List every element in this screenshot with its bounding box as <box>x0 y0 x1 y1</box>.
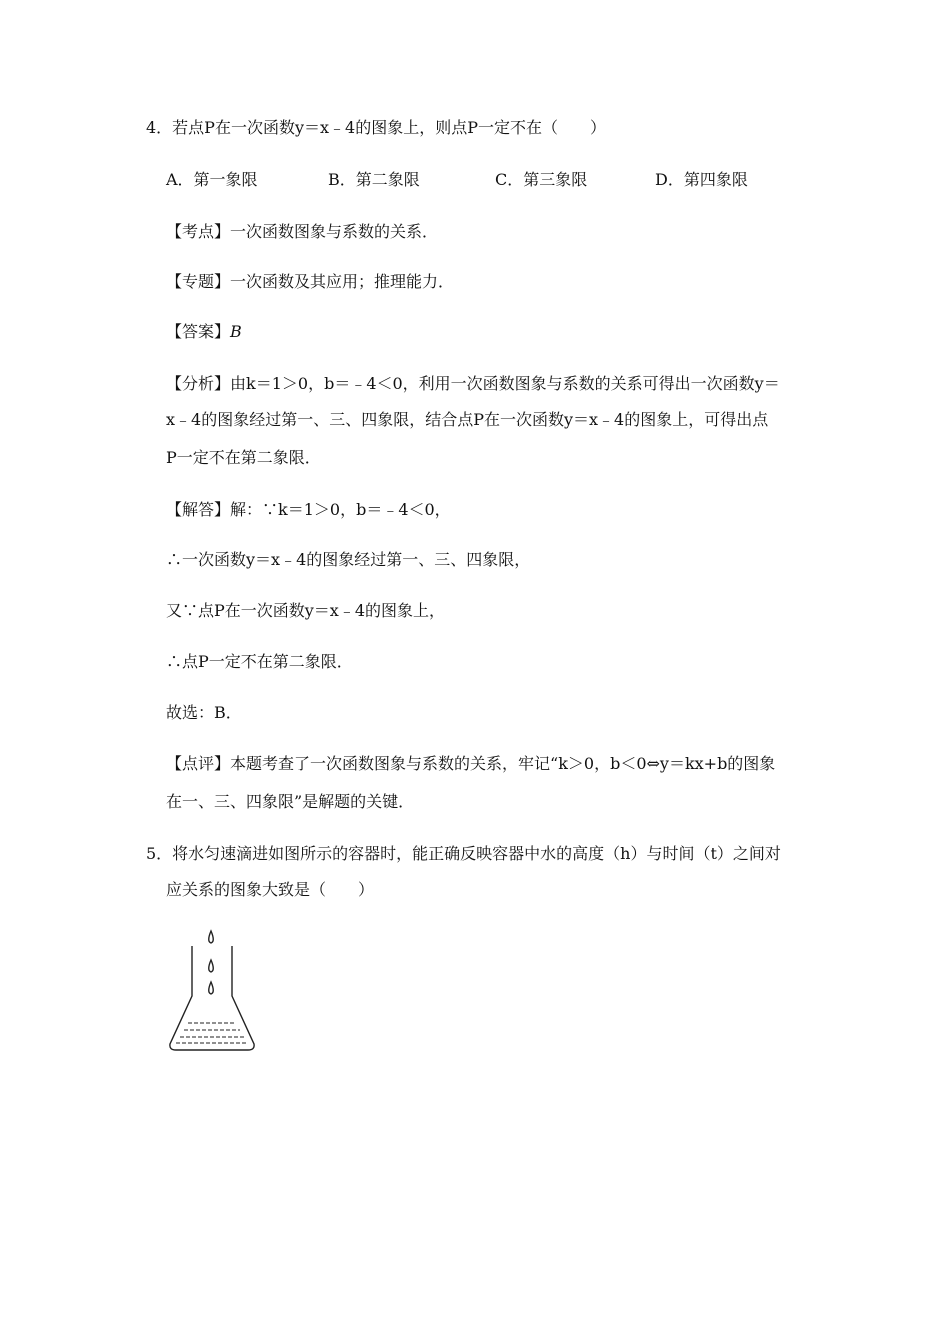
q4-zhuanti <box>166 272 816 292</box>
q4-analysis-line-3: P一定不在第二象限． <box>166 448 321 467</box>
analysis-tag: 【分析】 <box>166 374 231 393</box>
q4-option-a: A．第一象限 <box>166 170 258 189</box>
q5-stem-line-1: 5．将水匀速滴进如图所示的容器时，能正确反映容器中水的高度（h）与时间（t）之间对 <box>146 844 781 863</box>
q4-solution-line-5: 故选：B． <box>166 703 242 722</box>
q4-solution-line-4: ∴点P一定不在第二象限． <box>166 652 353 671</box>
kaodian-tag: 【考点】 <box>166 222 231 241</box>
q4-option-c: C．第三象限 <box>495 170 588 189</box>
comment-tag: 【点评】 <box>166 754 231 773</box>
comment-text-1: 本题考查了一次函数图象与系数的关系，牢记“k＞0，b＜0⇔y＝kx+b的图象 <box>230 754 776 773</box>
q4-option-b: B．第二象限 <box>328 170 420 189</box>
q4-analysis-line-2: x﹣4的图象经过第一、三、四象限，结合点P在一次函数y＝x﹣4的图象上，可得出点 <box>166 410 769 429</box>
analysis-text-1: 由k＝1＞0，b＝﹣4＜0，利用一次函数图象与系数的关系可得出一次函数y＝ <box>230 374 780 393</box>
solution-tag: 【解答】 <box>166 500 231 519</box>
q4-solution-line-2: ∴一次函数y＝x﹣4的图象经过第一、三、四象限， <box>166 550 531 569</box>
q4-solution-line-1 <box>166 500 816 520</box>
q4-analysis-line-1 <box>166 374 816 394</box>
q4-comment-line-1 <box>166 754 816 774</box>
q4-option-d: D．第四象限 <box>655 170 748 189</box>
q4-comment-line-2: 在一、三、四象限”是解题的关键． <box>166 792 415 811</box>
answer-tag: 【答案】 <box>166 322 231 341</box>
flask-with-water-drops-icon <box>162 926 262 1056</box>
zhuanti-text: 一次函数及其应用；推理能力． <box>230 272 455 291</box>
solution-text-1: 解：∵k＝1＞0，b＝﹣4＜0， <box>230 500 451 519</box>
zhuanti-tag: 【专题】 <box>166 272 231 291</box>
q4-kaodian <box>166 222 816 242</box>
q4-solution-line-3: 又∵点P在一次函数y＝x﹣4的图象上， <box>166 601 446 620</box>
q4-answer <box>166 322 816 342</box>
q4-stem: 4．若点P在一次函数y＝x﹣4的图象上，则点P一定不在（ ） <box>146 118 606 137</box>
q5-stem-line-2: 应关系的图象大致是（ ） <box>166 880 375 899</box>
kaodian-text: 一次函数图象与系数的关系． <box>230 222 439 241</box>
answer-text: B <box>230 322 242 341</box>
